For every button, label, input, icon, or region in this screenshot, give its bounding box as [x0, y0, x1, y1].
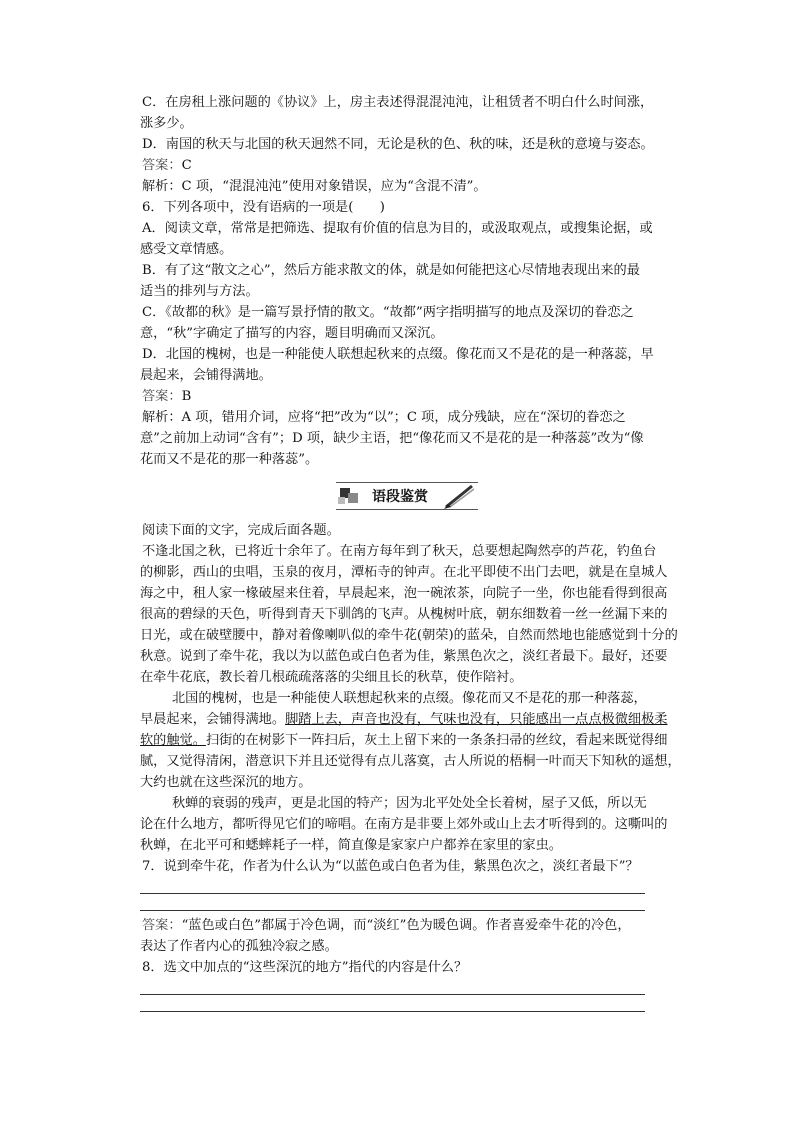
passage-para-1 — [140, 541, 680, 688]
passage-line — [140, 709, 680, 730]
document-page — [140, 92, 680, 1012]
answer-blank-line — [140, 910, 645, 911]
question-7: 7．说到牵牛花，作者为什么认为“以蓝色或白色者为佳，紫黑色次之，淡红者最下”？ — [142, 859, 639, 874]
banner-title: 语段鉴赏 — [372, 489, 428, 505]
passage-line: 的柳影，西山的虫唱，玉泉的夜月，潭柘寺的钟声。在北平即使不出门去吧，就是在皇城人 — [140, 565, 668, 580]
passage-line: 海之中，租人家一椽破屋来住着，早晨起来，泡一碗浓茶，向院子一坐，你也能看得到很高 — [140, 586, 668, 601]
answer-label: 答案： — [142, 389, 182, 404]
answer-label: 答案： — [142, 158, 182, 173]
banner-square-icon — [348, 493, 358, 503]
answer-5 — [140, 155, 680, 176]
option-c-6: C．《故都的秋》是一篇写景抒情的散文。“故都”两字指明描写的地点及深切的眷恋之 — [142, 305, 634, 320]
passage-text: 早晨起来，会铺得满地。 — [140, 712, 286, 727]
passage-para-2 — [140, 688, 680, 793]
passage-line: 大约也就在这些深沉的地方。 — [140, 775, 312, 790]
passage-line: 不逢北国之秋，已将近十余年了。在南方每年到了秋天，总要想起陶然亭的芦花，钓鱼台 — [142, 544, 657, 559]
answer-blank-line — [140, 1011, 645, 1012]
option-c-6-cont: 意，“秋”字确定了描写的内容，题目明确而又深沉。 — [140, 326, 444, 341]
question-8: 8．选文中加点的“这些深沉的地方”指代的内容是什么？ — [142, 960, 468, 975]
explanation-6-cont2: 花而又不是花的那一种落蕊”。 — [140, 452, 319, 467]
answer-7 — [140, 915, 680, 936]
option-c-5: C．在房租上涨问题的《协议》上，房主表述得混混沌沌，让租赁者不明白什么时间涨， — [142, 95, 654, 110]
option-d-6-cont: 晨起来，会铺得满地。 — [140, 368, 272, 383]
passage-intro: 阅读下面的文字，完成后面各题。 — [142, 523, 340, 538]
answer-blank-line — [140, 893, 645, 894]
option-a-6: A．阅读文章，常常是把筛选、提取有价值的信息为目的，或汲取观点，或搜集论据，或 — [142, 221, 653, 236]
option-d-5: D．南国的秋天与北国的秋天迥然不同，无论是秋的色、秋的味，还是秋的意境与姿态。 — [142, 137, 654, 152]
answer-text: “蓝色或白色”都属于冷色调，而“淡红”色为暖色调。作者喜爱牵牛花的冷色， — [181, 918, 631, 933]
passage-line: 秋意。说到了牵牛花，我以为以蓝色或白色者为佳，紫黑色次之，淡红者最下。最好，还要 — [140, 649, 668, 664]
option-b-6-cont: 适当的排列与方法。 — [140, 284, 259, 299]
pen-icon — [442, 483, 476, 509]
underlined-text: 脚踏上去，声音也没有，气味也没有，只能感出一点点极微细极柔 — [285, 712, 668, 727]
explanation-5: 解析：C 项，“混混沌沌”使用对象错误，应为“含混不清”。 — [142, 179, 487, 194]
option-d-6: D．北国的槐树，也是一种能使人联想起秋来的点缀。像花而又不是花的是一种落蕊，早 — [142, 347, 654, 362]
option-b-6: B．有了这“散文之心”，然后方能求散文的体，就是如何能把这心尽情地表现出来的最 — [142, 263, 640, 278]
passage-line: 在牵牛花底，教长着几根疏疏落落的尖细且长的秋草，使作陪衬。 — [140, 670, 523, 685]
passage-line: 北国的槐树，也是一种能使人联想起秋来的点缀。像花而又不是花的那一种落蕊， — [172, 691, 647, 706]
underlined-text: 软的触觉。 — [140, 733, 206, 748]
answer-label: 答案： — [142, 918, 182, 933]
answer-7-cont: 表达了作者内心的孤独冷寂之感。 — [140, 939, 338, 954]
option-c-5-cont: 涨多少。 — [140, 116, 193, 131]
passage-line: 日光，或在破壁腰中，静对着像喇叭似的牵牛花(朝荣)的蓝朵，自然而然地也能感觉到十分的 — [140, 628, 678, 643]
answer-6 — [140, 386, 680, 407]
answer-value: C — [181, 158, 192, 173]
answer-blank-line — [140, 994, 645, 995]
passage-line: 腻，又觉得清闲，潜意识下并且还觉得有点儿落寞，古人所说的梧桐一叶而天下知秋的遥想， — [140, 754, 681, 769]
passage-line: 秋蝉的衰弱的残声，更是北国的特产；因为北平处处全长着树，屋子又低，所以无 — [172, 796, 647, 811]
passage-line: 秋蝉，在北平可和蟋蟀耗子一样，简直像是家家户户都养在家里的家虫。 — [140, 838, 562, 853]
answer-value: B — [181, 389, 192, 404]
passage-line: 论在什么地方，都听得见它们的啼唱。在南方是非要上郊外或山上去才听得到的。这嘶叫的 — [140, 817, 668, 832]
option-a-6-cont: 感受文章情感。 — [140, 242, 233, 257]
passage-para-3 — [140, 793, 680, 856]
question-6: 6．下列各项中，没有语病的一项是( ) — [142, 200, 385, 215]
passage-line: 很高的碧绿的天色，听得到青天下驯鸽的飞声。从槐树叶底，朝东细数着一丝一丝漏下来的 — [140, 607, 668, 622]
explanation-6: 解析：A 项，错用介词，应将“把”改为“以”；C 项，成分残缺，应在“深切的眷恋之 — [142, 410, 626, 425]
section-banner — [336, 482, 478, 510]
banner-square-icon — [338, 497, 345, 504]
explanation-6-cont: 意”之前加上动词“含有”；D 项，缺少主语，把“像花而又不是花的是一种落蕊”改为“像 — [140, 431, 644, 446]
passage-text: 扫街的在树影下一阵扫后，灰土上留下来的一条条扫帚的丝纹，看起来既觉得细 — [205, 733, 668, 748]
passage-line — [140, 730, 680, 751]
